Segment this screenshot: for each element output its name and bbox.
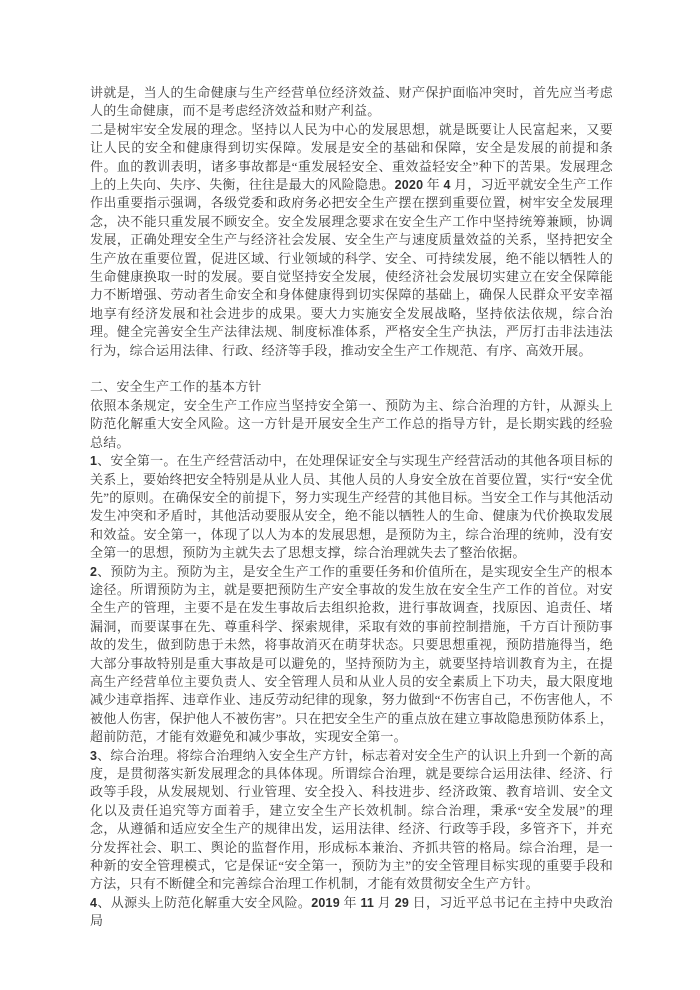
paragraph: 二是树牢安全发展的理念。坚持以人民为中心的发展思想，就是既要让人民富起来，又要让人民的安全和健康得到切实保障。发展是安全的基础和保障，安全是发展的前提和条件。血的教训表明，诸多事故都是“重发展轻安全、重效益轻安全”种下的苦果。发展理念上的上失向、失序、失衡，往往是最大的风险隐患。2020 年 4 月，习近平就安全生产工作作出重要指示强调，各级党委和政府务必把安全生产摆在摆到重要位置，树牢安全发展理念，决不能只重发展不顾安全。安全发展理念要求在安全生产工作中坚持统筹兼顾，协调发展，正确处理安全生产与经济社会发展、安全生产与速度质量效益的关系，坚持把安全生产放在重要位置，促进区域、行业领域的科学、安全、可持续发展，绝不能以牺牲人的生命健康换取一时的发展。要自觉坚持安全发展，使经济社会发展切实建立在安全保障能力不断增强、劳动者生命安全和身体健康得到切实保障的基础上，确保人民群众平安幸福地享有经济发展和社会进步的成果。要大力实施安全发展战略，坚持依法依规，综合治理。健全完善安全生产法律法规、制度标准体系，严格安全生产执法，严厉打击非法违法行为，综合运用法律、行政、经济等手段，推动安全生产工作规范、有序、高效开展。 <box>90 121 613 358</box>
paragraph: 3、综合治理。将综合治理纳入安全生产方针，标志着对安全生产的认识上升到一个新的高度，是贯彻落实新发展理念的具体体现。所谓综合治理，就是要综合运用法律、经济、行政等手段，从发展规划、行业管理、安全投入、科技进步、经济政策、教育培训、安全文化以及责任追究等方面着手，建立安全生产长效机制。综合治理，秉承“安全发展”的理念，从遵循和适应安全生产的规律出发，运用法律、经济、行政等手段，多管齐下，并充分发挥社会、职工、舆论的监督作用，形成标本兼治、齐抓共管的格局。综合治理，是一种新的安全管理模式，它是保证“安全第一，预防为主”的安全管理目标实现的重要手段和方法，只有不断健全和完善综合治理工作机制，才能有效贯彻安全生产方针。 <box>90 747 613 892</box>
numeral: 4 <box>443 178 451 193</box>
numeral: 11 <box>360 895 375 910</box>
numeral: 29 <box>394 895 409 910</box>
paragraph: 1、安全第一。在生产经营活动中，在处理保证安全与实现生产经营活动的其他各项目标的关系上，要始终把安全特别是从业人员、其他人员的人身安全放在首要位置，实行“安全优先”的原则。在确保安全的前提下，努力实现生产经营的其他目标。当安全工作与其他活动发生冲突和矛盾时，其他活动要服从安全，绝不能以牺牲人的生命、健康为代价换取发展和效益。安全第一，体现了以人为本的发展思想，是预防为主，综合治理的统帅，没有安全第一的思想，预防为主就失去了思想支撑，综合治理就失去了整治依据。 <box>90 453 613 561</box>
numeral: 2020 <box>394 178 424 193</box>
numeral: 3 <box>90 748 98 763</box>
paragraph-spacer <box>90 360 613 378</box>
numeral: 2019 <box>311 895 340 910</box>
paragraph: 讲就是，当人的生命健康与生产经营单位经济效益、财产保护面临冲突时，首先应当考虑人的生命健康，而不是考虑经济效益和财产利益。 <box>90 85 613 119</box>
paragraph: 2、预防为主。预防为主，是安全生产工作的重要任务和价值所在，是实现安全生产的根本途径。所谓预防为主，就是要把预防生产安全事故的发生放在安全生产工作的首位。对安全生产的管理，主要不是在发生事故后去组织抢救，进行事故调查，找原因、追责任、堵漏洞，而要谋事在先、尊重科学、探索规律，采取有效的事前控制措施，千方百计预防事故的发生，做到防患于未然，将事故消灭在萌芽状态。只要思想重视，预防措施得当，绝大部分事故特别是重大事故是可以避免的，坚持预防为主，就要坚持培训教育为主，在提高生产经营单位主要负责人、安全管理人员和从业人员的安全素质上下功夫，最大限度地减少违章指挥、违章作业、违反劳动纪律的现象，努力做到“不伤害自己，不伤害他人，不被他人伤害，保护他人不被伤害”。只在把安全生产的重点放在建立事故隐患预防体系上，超前防范，才能有效避免和减少事故，实现安全第一。 <box>90 563 613 745</box>
section-heading: 二、安全生产工作的基本方针 <box>90 379 262 395</box>
numeral: 1 <box>90 454 98 469</box>
numeral: 4 <box>90 895 98 910</box>
paragraph: 4、从源头上防范化解重大安全风险。2019 年 11 月 29 日，习近平总书记在主持中央政治局 <box>90 894 613 929</box>
document-text-block <box>90 84 613 931</box>
paragraph: 依照本条规定，安全生产工作应当坚持安全第一、预防为主、综合治理的方针，从源头上防范化解重大安全风险。这一方针是开展安全生产工作总的指导方针，是长期实践的经验总结。 <box>90 397 613 450</box>
numeral: 2 <box>90 564 98 579</box>
